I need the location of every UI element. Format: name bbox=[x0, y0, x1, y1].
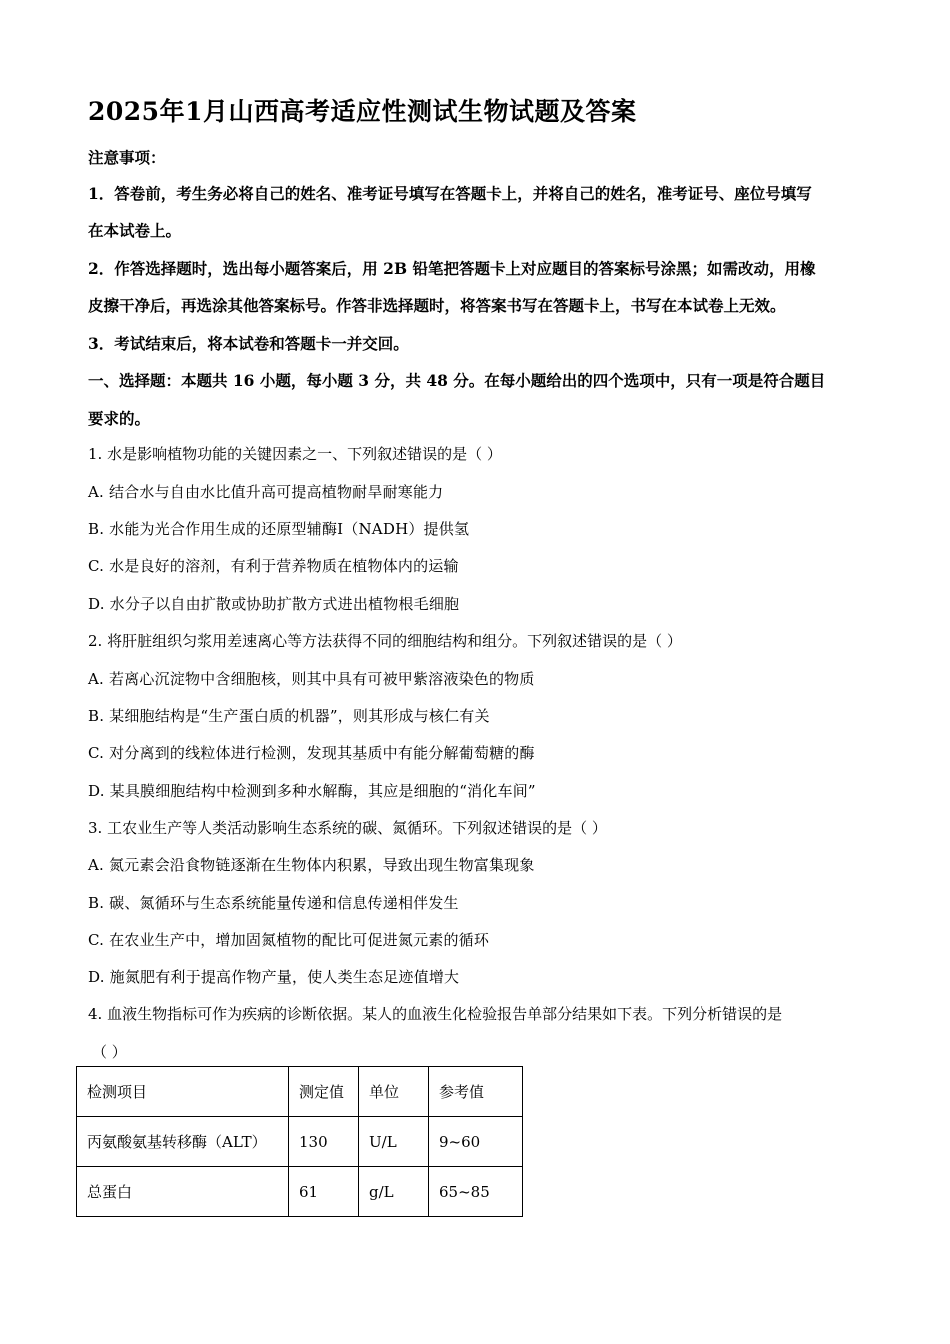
question-2-option-c: C. 对分离到的线粒体进行检测，发现其基质中有能分解葡萄糖的酶 bbox=[88, 744, 535, 762]
cell-item: 总蛋白 bbox=[77, 1167, 289, 1217]
question-2-option-a: A. 若离心沉淀物中含细胞核，则其中具有可被甲紫溶液染色的物质 bbox=[88, 670, 535, 688]
section-heading-line-2: 要求的。 bbox=[88, 409, 151, 428]
notice-item-2-line-2: 皮擦干净后，再选涂其他答案标号。作答非选择题时，将答案书写在答题卡上，书写在本试卷上无效。 bbox=[88, 296, 786, 315]
question-4-stem-line-2: （ ） bbox=[92, 1043, 127, 1061]
cell-unit: U/L bbox=[359, 1117, 429, 1167]
question-4-stem-line-1: 4. 血液生物指标可作为疾病的诊断依据。某人的血液生化检验报告单部分结果如下表。下列分析错误的是 bbox=[88, 1005, 783, 1023]
question-1-option-b: B. 水能为光合作用生成的还原型辅酶Ⅰ（NADH）提供氢 bbox=[88, 520, 470, 538]
cell-reference: 9~60 bbox=[429, 1117, 523, 1167]
cell-reference: 65~85 bbox=[429, 1167, 523, 1217]
question-1-option-c: C. 水是良好的溶剂，有利于营养物质在植物体内的运输 bbox=[88, 557, 459, 575]
header-item: 检测项目 bbox=[77, 1067, 289, 1117]
blood-test-table bbox=[76, 1066, 523, 1217]
question-3-option-b: B. 碳、氮循环与生态系统能量传递和信息传递相伴发生 bbox=[88, 894, 459, 912]
question-3-option-d: D. 施氮肥有利于提高作物产量，使人类生态足迹值增大 bbox=[88, 968, 460, 986]
cell-value: 61 bbox=[289, 1167, 359, 1217]
cell-item: 丙氨酸氨基转移酶（ALT） bbox=[77, 1117, 289, 1167]
header-unit: 单位 bbox=[359, 1067, 429, 1117]
notice-item-3: 3．考试结束后，将本试卷和答题卡一并交回。 bbox=[88, 334, 409, 353]
question-1-option-d: D. 水分子以自由扩散或协助扩散方式进出植物根毛细胞 bbox=[88, 595, 460, 613]
section-heading-line-1: 一、选择题：本题共 16 小题，每小题 3 分，共 48 分。在每小题给出的四个选项中，只有一项是符合题目 bbox=[88, 371, 826, 390]
page-title: 2025年1月山西高考适应性测试生物试题及答案 bbox=[88, 97, 637, 126]
notice-heading: 注意事项： bbox=[88, 148, 166, 167]
question-2-option-b: B. 某细胞结构是“生产蛋白质的机器”，则其形成与核仁有关 bbox=[88, 707, 490, 725]
question-1-option-a: A. 结合水与自由水比值升高可提高植物耐旱耐寒能力 bbox=[88, 483, 444, 501]
question-3-option-a: A. 氮元素会沿食物链逐渐在生物体内积累，导致出现生物富集现象 bbox=[88, 856, 535, 874]
question-3-option-c: C. 在农业生产中，增加固氮植物的配比可促进氮元素的循环 bbox=[88, 931, 490, 949]
cell-unit: g/L bbox=[359, 1167, 429, 1217]
notice-item-1-line-2: 在本试卷上。 bbox=[88, 221, 182, 240]
question-2-stem: 2. 将肝脏组织匀浆用差速离心等方法获得不同的细胞结构和组分。下列叙述错误的是（ ） bbox=[88, 632, 682, 650]
header-value: 测定值 bbox=[289, 1067, 359, 1117]
table-row bbox=[77, 1167, 523, 1217]
notice-item-2-line-1: 2．作答选择题时，选出每小题答案后，用 2B 铅笔把答题卡上对应题目的答案标号涂黑；如需改动，用橡 bbox=[88, 259, 816, 278]
table-header-row bbox=[77, 1067, 523, 1117]
header-reference: 参考值 bbox=[429, 1067, 523, 1117]
cell-value: 130 bbox=[289, 1117, 359, 1167]
table-row bbox=[77, 1117, 523, 1167]
question-2-option-d: D. 某具膜细胞结构中检测到多种水解酶，其应是细胞的“消化车间” bbox=[88, 782, 536, 800]
question-3-stem: 3. 工农业生产等人类活动影响生态系统的碳、氮循环。下列叙述错误的是（ ） bbox=[88, 819, 607, 837]
question-1-stem: 1. 水是影响植物功能的关键因素之一、下列叙述错误的是（ ） bbox=[88, 445, 502, 463]
notice-item-1-line-1: 1．答卷前，考生务必将自己的姓名、准考证号填写在答题卡上，并将自己的姓名，准考证号、座位号填写 bbox=[88, 184, 812, 203]
